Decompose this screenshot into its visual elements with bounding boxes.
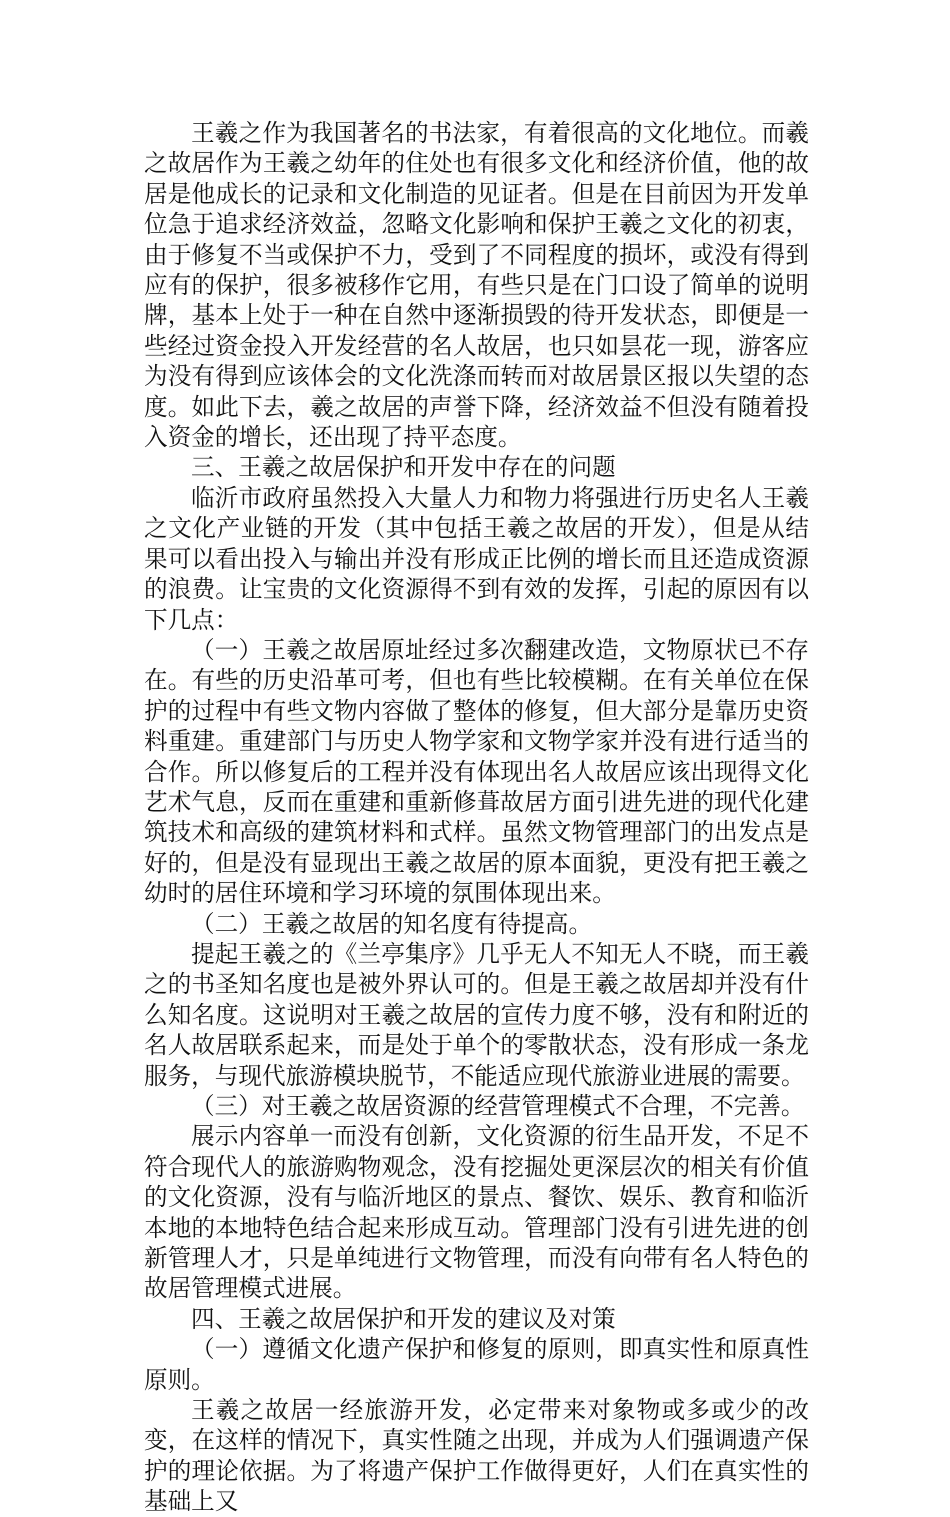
subheading-problem-2: （二）王羲之故居的知名度有待提高。	[191, 909, 593, 938]
section-heading-problems: 三、王羲之故居保护和开发中存在的问题	[191, 453, 616, 482]
paragraph-intro: 王羲之作为我国著名的书法家，有着很高的文化地位。而羲之故居作为王羲之幼年的住处也有很多文化和经济价值，他的故居是他成长的记录和文化制造的见证者。但是在目前因为开发单位急于追求经济效益，忽略文化影响和保护王羲之文化的初衷，由于修复不当或保护不力，受到了不同程度的损坏，或没有得到应有的保护，很多被移作它用，有些只是在门口设了简单的说明牌，基本上处于一种在自然中逐渐损毁的待开发状态，即便是一些经过资金投入开发经营的名人故居，也只如昙花一现，游客应为没有得到应该体会的文化洗涤而转而对故居景区报以失望的态度。如此下去，羲之故居的声誉下降，经济效益不但没有随着投入资金的增长，还出现了持平态度。	[144, 119, 809, 452]
paragraph-problem-1: （一）王羲之故居原址经过多次翻建改造，文物原状已不存在。有些的历史沿革可考，但也有些比较模糊。在有关单位在保护的过程中有些文物内容做了整体的修复，但大部分是靠历史资料重建。重建部门与历史人物学家和文物学家并没有进行适当的合作。所以修复后的工程并没有体现出名人故居应该出现得文化艺术气息，反而在重建和重新修葺故居方面引进先进的现代化建筑技术和高级的建筑材料和式样。虽然文物管理部门的出发点是好的，但是没有显现出王羲之故居的原本面貌，更没有把王羲之幼时的居住环境和学习环境的氛围体现出来。	[144, 635, 809, 908]
paragraph-suggestion-1: 王羲之故居一经旅游开发，必定带来对象物或多或少的改变，在这样的情况下，真实性随之出现，并成为人们强调遗产保护的理论依据。为了将遗产保护工作做得更好，人们在真实性的基础上又	[144, 1396, 809, 1516]
paragraph-problem-2: 提起王羲之的《兰亭集序》几乎无人不知无人不晓，而王羲之的书圣知名度也是被外界认可的。但是王羲之故居却并没有什么知名度。这说明对王羲之故居的宣传力度不够，没有和附近的名人故居联系起来，而是处于单个的零散状态，没有形成一条龙服务，与现代旅游模块脱节，不能适应现代旅游业进展的需要。	[144, 939, 809, 1090]
subheading-suggestion-1: （一）遵循文化遗产保护和修复的原则，即真实性和原真性原则。	[144, 1335, 809, 1394]
paragraph-problem-3: 展示内容单一而没有创新，文化资源的衍生品开发，不足不符合现代人的旅游购物观念，没有挖掘处更深层次的相关有价值的文化资源，没有与临沂地区的景点、餐饮、娱乐、教育和临沂本地的本地特色结合起来形成互动。管理部门没有引进先进的创新管理人才，只是单纯进行文物管理，而没有向带有名人特色的故居管理模式进展。	[144, 1122, 809, 1303]
document-body	[144, 118, 809, 1517]
section-heading-suggestions: 四、王羲之故居保护和开发的建议及对策	[191, 1304, 616, 1333]
paragraph-problems-intro: 临沂市政府虽然投入大量人力和物力将强进行历史名人王羲之文化产业链的开发（其中包括王羲之故居的开发），但是从结果可以看出投入与输出并没有形成正比例的增长而且还造成资源的浪费。让宝贵的文化资源得不到有效的发挥，引起的原因有以下几点：	[144, 483, 809, 634]
subheading-problem-3: （三）对王羲之故居资源的经营管理模式不合理，不完善。	[191, 1092, 805, 1120]
